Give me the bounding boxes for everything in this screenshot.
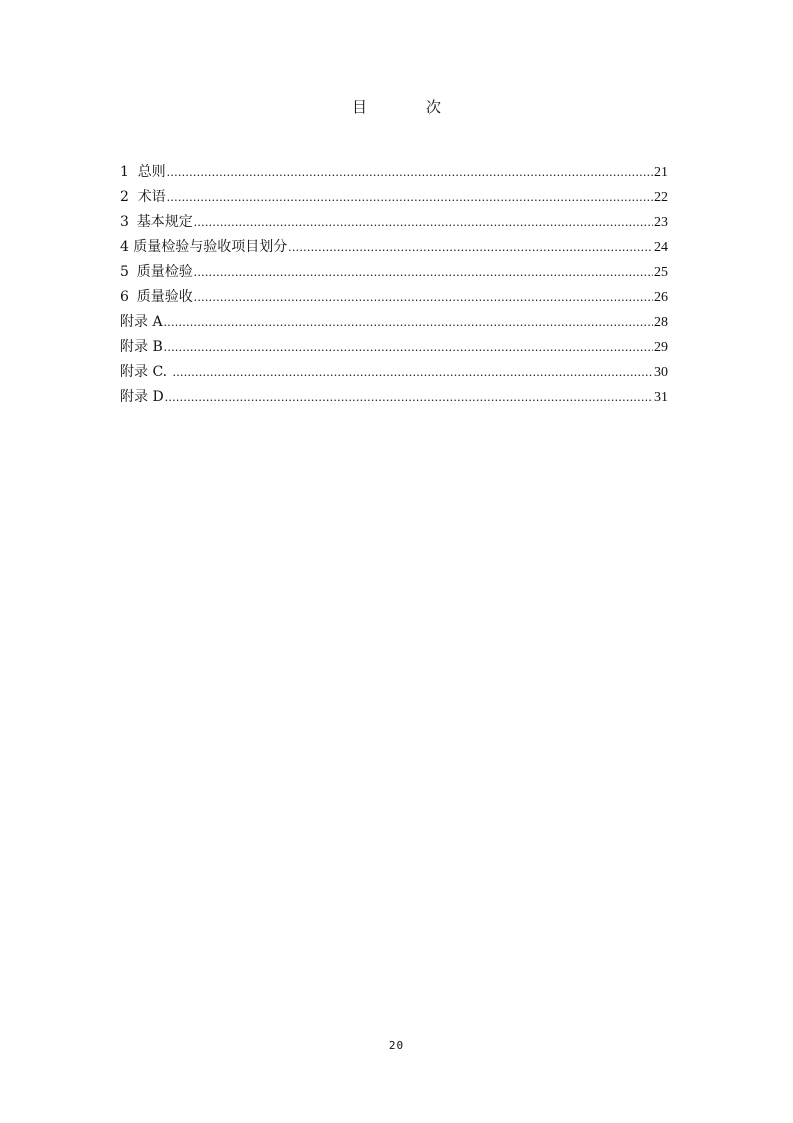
toc-entry-number: 4: [120, 239, 129, 255]
dot-leader: [165, 384, 653, 409]
toc-entry-4[interactable]: [120, 234, 668, 259]
toc-entry-label: 附录 C.: [120, 364, 172, 380]
dot-leader: [164, 334, 653, 359]
dot-leader: [194, 259, 653, 284]
toc-entry-page: 22: [654, 190, 668, 205]
toc-entry-1[interactable]: [120, 159, 668, 184]
toc-entry-number: 6: [120, 289, 129, 305]
toc-entry-page: 28: [654, 315, 668, 330]
dot-leader: [167, 159, 653, 184]
toc-entry-page: 29: [654, 340, 668, 355]
toc-entry-page: 30: [654, 365, 668, 380]
toc-entry-appendix-d[interactable]: [120, 384, 668, 409]
dot-leader: [173, 359, 653, 384]
toc-entry-page: 24: [654, 240, 668, 255]
dot-leader: [194, 284, 653, 309]
toc-entry-label: 质量检验与验收项目划分: [133, 239, 288, 255]
toc-entry-6[interactable]: [120, 284, 668, 309]
toc-entry-number: 1: [120, 164, 129, 180]
toc-entry-appendix-c[interactable]: [120, 359, 668, 384]
dot-leader: [288, 234, 653, 259]
toc-entry-page: 25: [654, 265, 668, 280]
toc-entry-5[interactable]: [120, 259, 668, 284]
toc-entry-appendix-b[interactable]: [120, 334, 668, 359]
toc-entry-label: 质量检验: [136, 264, 193, 280]
page-number: 20: [388, 1039, 405, 1052]
dot-leader: [194, 209, 653, 234]
toc-entry-label: 附录 B: [120, 339, 163, 355]
toc-entry-page: 21: [654, 165, 668, 180]
toc-entry-number: 2: [120, 189, 129, 205]
toc-entry-page: 23: [654, 215, 668, 230]
toc-entry-label: 总则: [137, 164, 166, 180]
dot-leader: [164, 309, 653, 334]
toc-entry-label: 基本规定: [136, 214, 193, 230]
toc-entry-3[interactable]: [120, 209, 668, 234]
toc-entry-label: 附录 D: [120, 389, 164, 405]
toc-entry-label: 附录 A: [120, 314, 163, 330]
toc-entry-number: 3: [120, 214, 129, 230]
toc-entry-2[interactable]: [120, 184, 668, 209]
toc-entry-page: 26: [654, 290, 668, 305]
toc-entry-number: 5: [120, 264, 129, 280]
toc-entry-label: 质量验收: [136, 289, 193, 305]
dot-leader: [167, 184, 653, 209]
toc-entry-label: 术语: [137, 189, 166, 205]
toc-title: 目 次: [351, 98, 463, 116]
toc-entry-page: 31: [654, 390, 668, 405]
toc-entry-appendix-a[interactable]: [120, 309, 668, 334]
table-of-contents: [120, 159, 668, 409]
